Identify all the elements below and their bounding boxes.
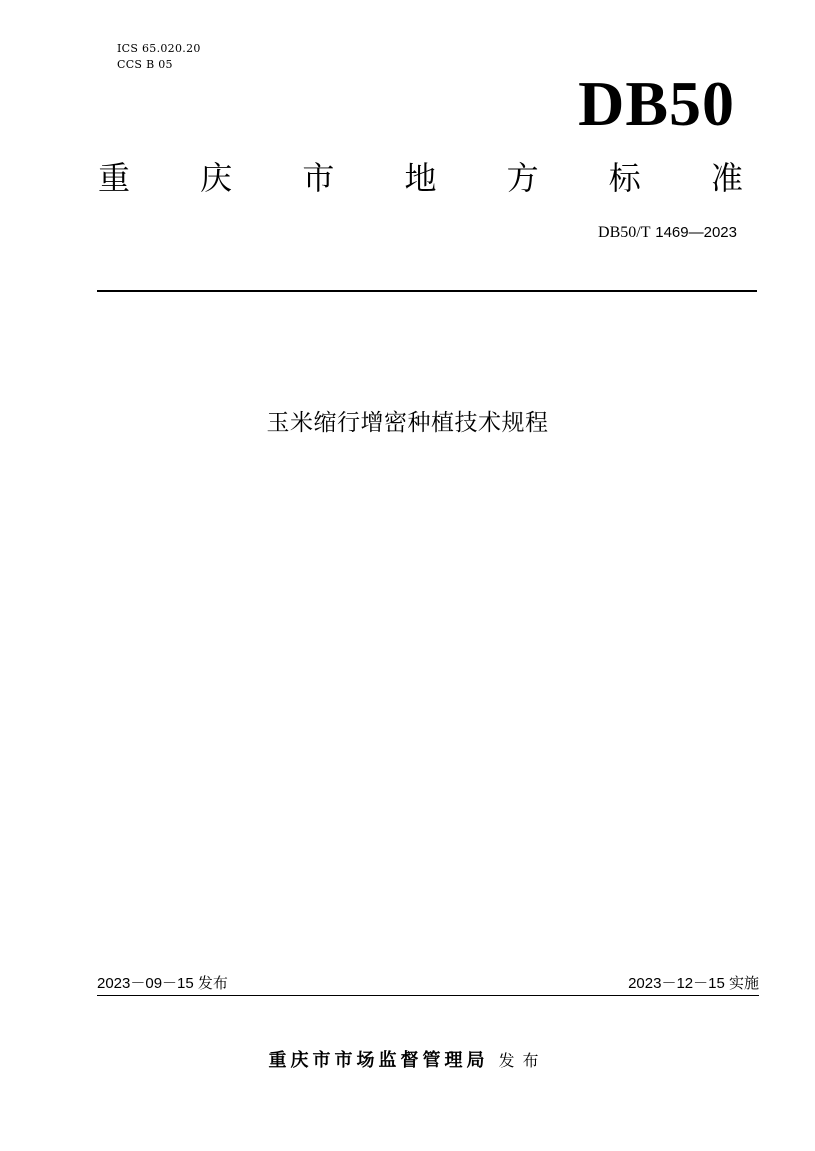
standard-name-char: 市 [302,159,335,197]
ccs-code: CCS B 05 [117,58,173,71]
standard-name-char: 重 [98,159,131,197]
document-title: 玉米缩行增密种植技术规程 [266,410,549,436]
dates-row [97,974,759,994]
standard-name-char: 标 [608,159,641,197]
standard-name-char: 准 [710,159,743,197]
standard-number [598,222,737,243]
publisher-organization: 重庆市市场监督管理局 [268,1050,489,1071]
publisher-line [0,1048,815,1074]
standard-name-char: 方 [506,159,539,197]
standard-number-value: 1469—2023 [655,224,737,241]
standard-name [98,156,743,200]
footer-divider [97,995,759,996]
header-divider [97,290,757,292]
issue-date: 2023－09－15 发布 [97,975,228,992]
classification-block [117,41,201,73]
standard-name-char: 地 [404,159,437,197]
standard-code: DB50 [578,68,735,139]
standard-number-prefix: DB50/T [598,224,651,241]
publisher-action: 发布 [498,1051,547,1070]
ics-code: ICS 65.020.20 [117,42,201,55]
implementation-date: 2023－12－15 实施 [628,975,759,992]
standard-name-char: 庆 [200,159,233,197]
